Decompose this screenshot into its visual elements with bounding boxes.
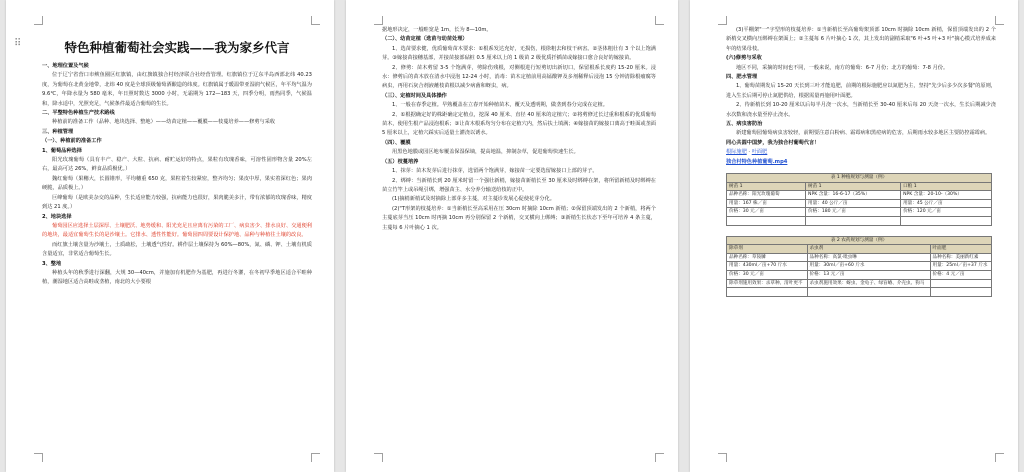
section-heading: 2、地块选择: [42, 213, 72, 220]
link-labels: 根际施肥 · 叶面肥: [726, 149, 768, 156]
table-cell: 杀虫剂施用效果：蚜虫、金龟子、绿盲蝽、介壳虫、狗马: [807, 279, 930, 288]
table-cell: 价格：180 元／亩: [806, 208, 901, 217]
section-heading: 1、葡萄品种选择: [42, 147, 82, 154]
paragraph: 魏红葡萄（果穗大，长圆锥形，平均穗重 650 克，果粒着生较紧密，整齐均匀；果皮中厚，果实着深红色；果肉硬脆，品质极上。）: [42, 175, 312, 192]
page-2-body: [382, 26, 656, 233]
table-cell: 价格：4 元／亩: [930, 271, 991, 280]
section-heading: (六)修剪与采收: [726, 55, 762, 62]
table-cell: [727, 288, 808, 297]
table-cell: 用量：167 株／亩: [727, 199, 806, 208]
section-heading: 五、病虫害防治: [726, 121, 763, 128]
section-heading: 一、地理位置及气候: [42, 63, 89, 69]
video-link-line: [726, 158, 996, 167]
document-page-3: [690, 0, 1018, 472]
paragraph: 1、抹芽：苗木发芽后进行抹芽，选留两个饱满芽，嫁接苗一定要选留嫁接口上部的芽子。: [392, 168, 598, 175]
margin-corner-mark: [995, 16, 1004, 25]
document-page-1: [6, 0, 334, 472]
table-row: [727, 217, 992, 226]
table-cell: 叶面肥: [930, 245, 991, 254]
table-cell: NPK 含量：20-10-（30%）: [901, 191, 992, 200]
section-heading: 四、肥水管理: [726, 74, 758, 81]
table-cell: 口粮 1: [901, 182, 992, 191]
paragraph: 2、①根据确定好的株距确定定植点，挖深 40 厘米、直径 40 厘米的定植穴；②将剪修过长过重和根系的优质葡萄苗木，使用生根产品浸泡根系；③让苗木根系均匀分布在定植穴内，然后扶土填满；④嫁接苗的嫁接口离高于畦面或垄面 5 厘米以上，定植穴踩实后适量土灌浇以诱水。: [382, 111, 656, 137]
table-cell: [807, 288, 930, 297]
margin-corner-mark: [374, 453, 383, 462]
table-planting-plan: [726, 173, 992, 226]
paragraph: (2)"T形架的枝蔓培养：①当新梢长至高采用在压 30cm 时摘除 10cm 新梢；②保留顶端发出的 2 个新梢，将两个主蔓底芽当压 10cm 时再摘 10cm 再分别保留 2 个新梢，交叉横向上绑缚；③新梢生长状态下至年可培养 4 条主蔓，主蔓每 6 片叶摘心 1 次。: [382, 205, 656, 231]
paragraph: (1)摘梢新梢试及时摘除上部芽多主蔓，对主蔓诊发展心促使花芽分化。: [392, 196, 555, 203]
table-row: [727, 182, 992, 191]
margin-corner-mark: [311, 16, 320, 25]
table-row: [727, 271, 992, 280]
margin-corner-mark: [655, 453, 664, 462]
margin-corner-mark: [655, 16, 664, 25]
table-row: [727, 288, 992, 297]
table-row: [727, 279, 992, 288]
paragraph: 据地形决定，一般畦宽是 1m，长为 8—10m。: [382, 27, 492, 33]
table-cell: 除草剂施用效果：杀草种、清叶更不: [727, 279, 808, 288]
margin-corner-mark: [995, 453, 1004, 462]
paragraph: 种植前的准备工作（品种、地块选择、整地）——幼苗定植——覆膜——枝蔓培养——修剪与采收: [52, 119, 276, 126]
table-caption: 表 2 农药规划与测量（例）: [727, 236, 992, 245]
table-cell: 价格：120 元／亩: [901, 208, 992, 217]
paragraph: 1、一般在春季定植。早熟覆盖在立春开始种植苗木，覆天及透明期，做垄到春分完成在定植。: [392, 102, 608, 109]
table-cell: [930, 279, 991, 288]
paragraph: 种植头年的秋季进行深翻，大规 30—40cm，并施加有机肥作为基肥，再进行冬灌，在冬初早季地区适合平畦种植，潮湿地区适合高畦或垄植，南北的大小要根: [42, 269, 312, 286]
margin-corner-mark: [718, 16, 727, 25]
paragraph: (3)平棚架"一"字型形的枝蔓培养：①当新梢长至高葡萄架顶部 10cm 时摘除 10cm 新梢，保留顶端发出的 2 个新梢交叉横向压绑缚在架面上；②主蔓每 6 片叶摘心 1 次，其上发出的副梢采取"6 叶+5 叶+3 叶"摘心模式培养成来年的结果母枝。: [726, 27, 996, 52]
page-1-body: [42, 62, 312, 288]
table-cell: 用量：30ml／亩+60 斤水: [807, 262, 930, 271]
margin-corner-mark: [718, 453, 727, 462]
paragraph: 2、待新梢长到 10-20 厘米以后每半月浇一次水，当新梢长至 30-40 厘米后每 20 天浇一次水，生长后期减少浇水次数和浇水量至停止浇水。: [726, 102, 996, 118]
table-cell: [806, 217, 901, 226]
table-row: [727, 208, 992, 217]
fertilizer-link[interactable]: 根际施肥: [726, 149, 747, 156]
paragraph: 用黑色地膜或园区地布覆盖保湿保墒，提高地温，抑制杂草，促进葡萄快速生长。: [392, 149, 579, 156]
table-cell: 除草剂: [727, 245, 808, 254]
margin-corner-mark: [34, 16, 43, 25]
paragraph: 葡萄园区应选择土层深厚、土壤肥沃、地势缓和、阳光充足且应离有污染的工厂、病虫害少、排水良好、交通便利的地块，最适宜葡萄生长的是沙壤土。它排水、透性性能好。葡萄园四周要设计保护地、品种与种植往土壤的改良。: [42, 222, 312, 239]
paragraph: 2、修剪：苗木剪留 3-5 个饱满芽，剪除伤残根，对侧根进行短剪切出新切口，保留根系长度约 15-20 厘米。浸水：修剪后的苗木放在清水中浸泡 12-24 小时，消毒：苗木定植前用高锰酸钾及多剂稀释后浸泡 15 分钟清除根瘤腐等病虫，再用石灰合剂液蘸枝苗根以减少病菌和蚜虫，病。: [382, 64, 656, 90]
table-cell: 树苗 1: [727, 182, 806, 191]
paragraph: 阳光玫瑰葡萄（具有丰产、稳产、大粒、抗病、耐贮运好的特点，果粒有玫瑰香味，可溶性固形物含量 20%左右，最高可达 26%，鲜食品质极优。）: [42, 157, 312, 173]
paragraph: 而红旗土壤含量为沙壤土，土质疏松，土壤透气性好。耕作层土壤保持为 60%—80%，氮、磷、钾、土壤有机质含量适宜，非常适合葡萄生长。: [42, 241, 312, 258]
section-heading: 3、整地: [42, 260, 62, 267]
table-row: [727, 253, 992, 262]
page-3-body: [726, 26, 996, 148]
table-cell: 树苗 1: [806, 182, 901, 191]
table-pesticide-plan: [726, 236, 992, 297]
video-file-link[interactable]: 独合村特色种植葡萄.mp4: [726, 158, 788, 165]
section-heading: （四）、覆膜: [382, 139, 411, 146]
section-heading: （三）、定植时间及具体操作: [382, 92, 447, 99]
table-cell: 用量：25ml／亩+37 斤水: [930, 262, 991, 271]
paragraph: 2、绑缚：当新梢长到 20 厘米时留一个强壮新梢，嫁接苗新梢长至 30 厘米及时绑缚在架，将所留新梢及时绑缚在苗立竹竿上或吊绳引绑，增强苗主、水分养分输送给枝的正中。: [382, 177, 656, 193]
paragraph: 1、葡萄苗期发后 15-20 天长到三叶才能追肥，前期的根际施肥应以氮肥为主，坚持"先少后多少次多餐"的原则，进入生长后期可停止氮肥供给，根据需量再施用叶面肥。: [726, 83, 996, 99]
table-cell: NPK 含量：16-6-17（35%）: [806, 191, 901, 200]
table-row: [727, 262, 992, 271]
document-title: 特色种植葡萄社会实践——我为家乡代言: [64, 40, 290, 55]
paragraph: 地区不同，采摘的时间也不同，一般来说，南方的葡萄：6-7 月份；北方的葡萄：7-8 月份。: [736, 64, 949, 71]
drag-handle-icon[interactable]: ⠿: [14, 38, 23, 49]
table-cell: [727, 217, 806, 226]
paragraph: 位于辽宁省营口市鲅鱼圈区红旗镇，由红旗镇独合村经济联合社经营管理。红旗镇位于辽东半岛西部北纬 40.23 度，为葡萄在北黄金地带，北纬 40 度是全球顶级葡萄酒酿造的纬度。红旗镇属于暖温带亚湿润气候区，年平均气温为 9.6℃，年降水量为 580 毫米，年日照时数达 3000 小时，无霜期为 172—183 天，四季分明，雨热同季，气候温和，降水适中，光照充足，气候条件最适合葡萄的生长。: [42, 72, 312, 107]
table-cell: 用量：430ml／亩+70 斤水: [727, 262, 808, 271]
paragraph: 1、选苗要求健，优质葡萄苗木要求：①根系发达充好，无损伤，根徐粗去和枝干病害。②茎体粗壮有 3 个以上饱满芽。③嫁接苗接穗基部，并接苗接部砧桩 0.5 厘米以上的 1 级苗 2 级优质扦插苗或嫁接口愈合良好的嫁接苗。: [382, 45, 656, 62]
margin-corner-mark: [374, 16, 383, 25]
table-row: [727, 191, 992, 200]
paragraph: 巨峰葡萄（是欧美杂交的品种，生长适应能力较强，抗病能力也很好，果肉脆美多汁，带有浓郁的玫瑰香味，精度到达 21 度。）: [42, 194, 312, 211]
table-cell: [930, 288, 991, 297]
table-row: [727, 199, 992, 208]
document-page-2: [346, 0, 678, 472]
table-cell: [901, 217, 992, 226]
table-cell: 品种名称：阳光玫瑰葡萄: [727, 191, 806, 200]
table-cell: 品种名称：高氯·吡虫啉: [807, 253, 930, 262]
section-heading: 同心共圆中国梦，我为独合村葡萄代言！: [726, 139, 820, 146]
margin-corner-mark: [311, 453, 320, 462]
paragraph: 新建葡萄园葡萄病虫害较轻，前期要注意白粉病、霜霉病和黑痘病的危害，后期雨水较多地区主要防控霜霉病。: [736, 130, 991, 137]
section-heading: 三、种植管理: [42, 128, 74, 135]
section-heading: （二）、幼苗定植（选苗与幼苗处理）: [382, 36, 468, 43]
section-heading: 二、平整特色种植生产技术路线: [42, 110, 115, 117]
table-cell: 用量：45 公斤／亩: [901, 199, 992, 208]
table-row: [727, 245, 992, 254]
section-heading: （五）枝蔓培养: [382, 158, 419, 165]
table-cell: 价格：30 元／亩: [727, 271, 808, 280]
table-cell: 品种名称：美丽新红素: [930, 253, 991, 262]
margin-corner-mark: [34, 453, 43, 462]
table-cell: 价格：30 元／亩: [727, 208, 806, 217]
table-cell: 杀虫剂: [807, 245, 930, 254]
section-heading: （一）、种植前的准备工作: [42, 138, 102, 145]
table-cell: 品种名称：草铵膦: [727, 253, 808, 262]
table-caption: 表 1 种植规划与测量（例）: [727, 174, 992, 183]
foliar-fertilizer-link[interactable]: 叶面肥: [751, 149, 768, 156]
table-cell: 用量：40 公斤／亩: [806, 199, 901, 208]
table-cell: 价格：13 元／亩: [807, 271, 930, 280]
